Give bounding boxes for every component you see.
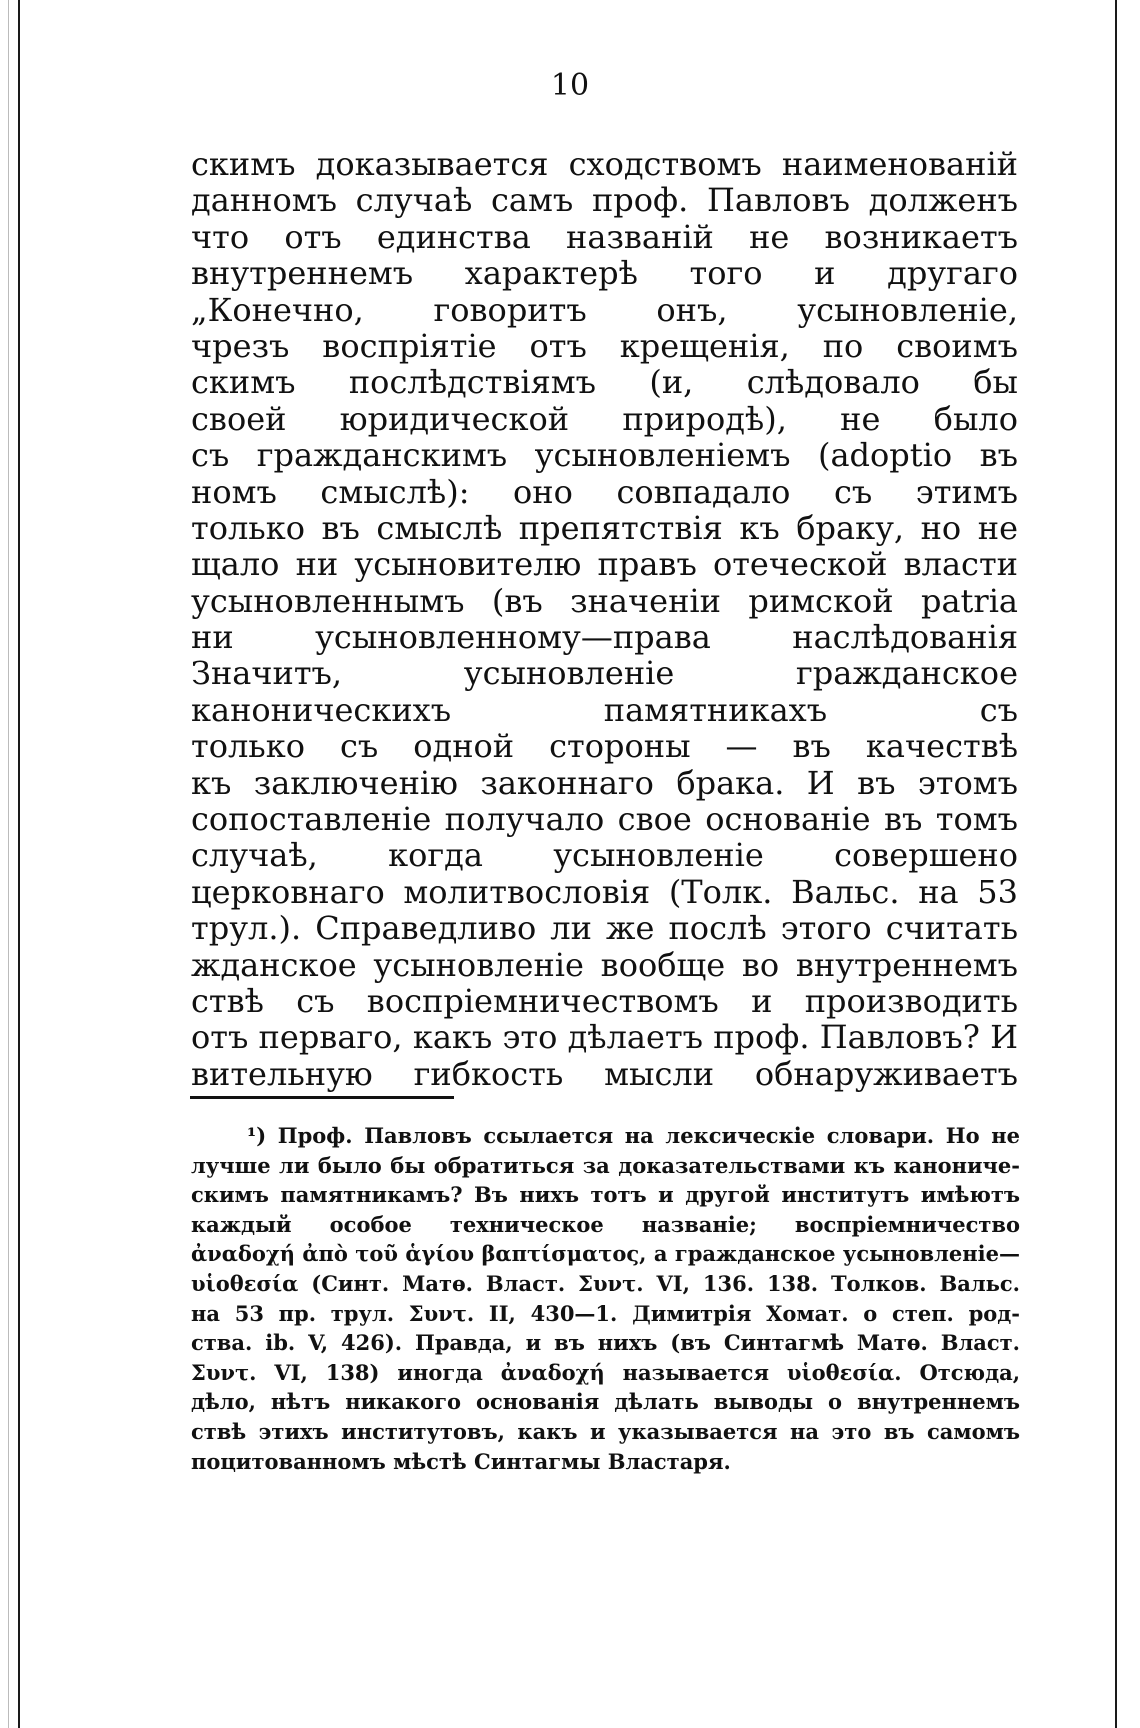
body-text: [191, 146, 1018, 1092]
body-line: своей юридической природѣ), не было: [191, 400, 1018, 438]
body-line: щало ни усыновителю правъ отеческой власти: [191, 546, 1018, 583]
footnote-line: ства. ib. V, 426). Правда, и въ нихъ (въ Синтагмѣ Матѳ. Власт.: [191, 1330, 1020, 1356]
body-line: жданское усыновленіе вообще во внутреннемъ: [191, 946, 1018, 983]
body-line: скимъ доказывается сходствомъ наименованій: [191, 146, 1018, 183]
footnote-line: на 53 пр. трул. Συντ. II, 430—1. Димитрія Хомат. о степ. род-: [191, 1300, 1020, 1326]
body-line: только съ одной стороны — въ качествѣ: [191, 728, 1018, 765]
body-line: ни усыновленному—права наслѣдованія: [191, 619, 1018, 656]
body-line: номъ смыслѣ): оно совпадало съ этимъ: [191, 473, 1018, 510]
body-line: усыновленнымъ (въ значеніи римской patria: [191, 582, 1018, 620]
body-line: съ гражданскимъ усыновленіемъ (adoptio въ: [191, 437, 1018, 474]
body-line: чрезъ воспріятіе отъ крещенія, по своимъ: [191, 327, 1018, 365]
footnote-line: ¹) Проф. Павловъ ссылается на лексическіе словари. Но не: [247, 1123, 1020, 1148]
page-number: 10: [550, 68, 590, 103]
footnote-line: ἀναδοχή ἀπὸ τοῦ ἁγίου βαπτίσματος, а гражданское усыновленіе—: [191, 1241, 1020, 1267]
footnote-line: скимъ памятникамъ? Въ нихъ тотъ и другой институтъ имѣютъ: [191, 1182, 1020, 1208]
scan-edge-left: [18, 0, 20, 1728]
body-line: къ заключенію законнаго брака. И въ этомъ: [191, 764, 1018, 802]
footnote-line: поцитованномъ мѣстѣ Синтагмы Властаря.: [191, 1448, 731, 1474]
body-line: трул.). Справедливо ли же послѣ этого считать: [191, 910, 1018, 947]
body-line: „Конечно, говоритъ онъ, усыновленіе,: [191, 291, 1018, 328]
body-line: сопоставленіе получало свое основаніе въ томъ: [191, 801, 1018, 838]
scan-edge-right: [1115, 0, 1117, 1728]
footnote-line: ствѣ этихъ институтовъ, какъ и указывается на это въ самомъ: [191, 1418, 1020, 1444]
body-line: ствѣ съ воспріемничествомъ и производить: [191, 982, 1018, 1020]
body-line: только въ смыслѣ препятствія къ браку, но не: [191, 509, 1018, 547]
body-line: вительную гибкость мысли обнаруживаетъ: [191, 1055, 1018, 1093]
footnote-line: дѣло, нѣтъ никакого основанія дѣлать выводы о внутреннемъ: [191, 1389, 1020, 1415]
body-line: каноническихъ памятникахъ съ: [191, 691, 1018, 729]
footnote-separator: [190, 1096, 454, 1099]
body-line: что отъ единства названій не возникаетъ: [191, 218, 1018, 256]
body-line: внутреннемъ характерѣ того и другаго: [191, 255, 1018, 292]
body-line: отъ перваго, какъ это дѣлаетъ проф. Павловъ? И: [191, 1019, 1018, 1056]
footnote-line: υἱοθεσία (Синт. Матѳ. Власт. Συντ. VI, 136. 138. Толков. Вальс.: [191, 1270, 1020, 1296]
scan-edge-faint: [8, 0, 9, 1728]
footnote-line: Συντ. VI, 138) иногда ἀναδοχή называется υἱοθεσία. Отсюда,: [191, 1359, 1020, 1385]
body-line: скимъ послѣдствіямъ (и, слѣдовало бы: [191, 364, 1018, 401]
body-line: данномъ случаѣ самъ проф. Павловъ долженъ: [191, 182, 1018, 219]
body-line: церковнаго молитвословія (Толк. Вальс. на 53: [191, 873, 1018, 911]
footnote-line: каждый особое техническое названіе; воспріемничество: [191, 1211, 1020, 1237]
body-line: Значитъ, усыновленіе гражданское: [191, 655, 1018, 692]
footnote: [191, 1121, 1020, 1476]
body-line: случаѣ, когда усыновленіе совершено: [191, 837, 1018, 874]
footnote-line: лучше ли было бы обратиться за доказательствами къ канониче-: [191, 1152, 1020, 1178]
